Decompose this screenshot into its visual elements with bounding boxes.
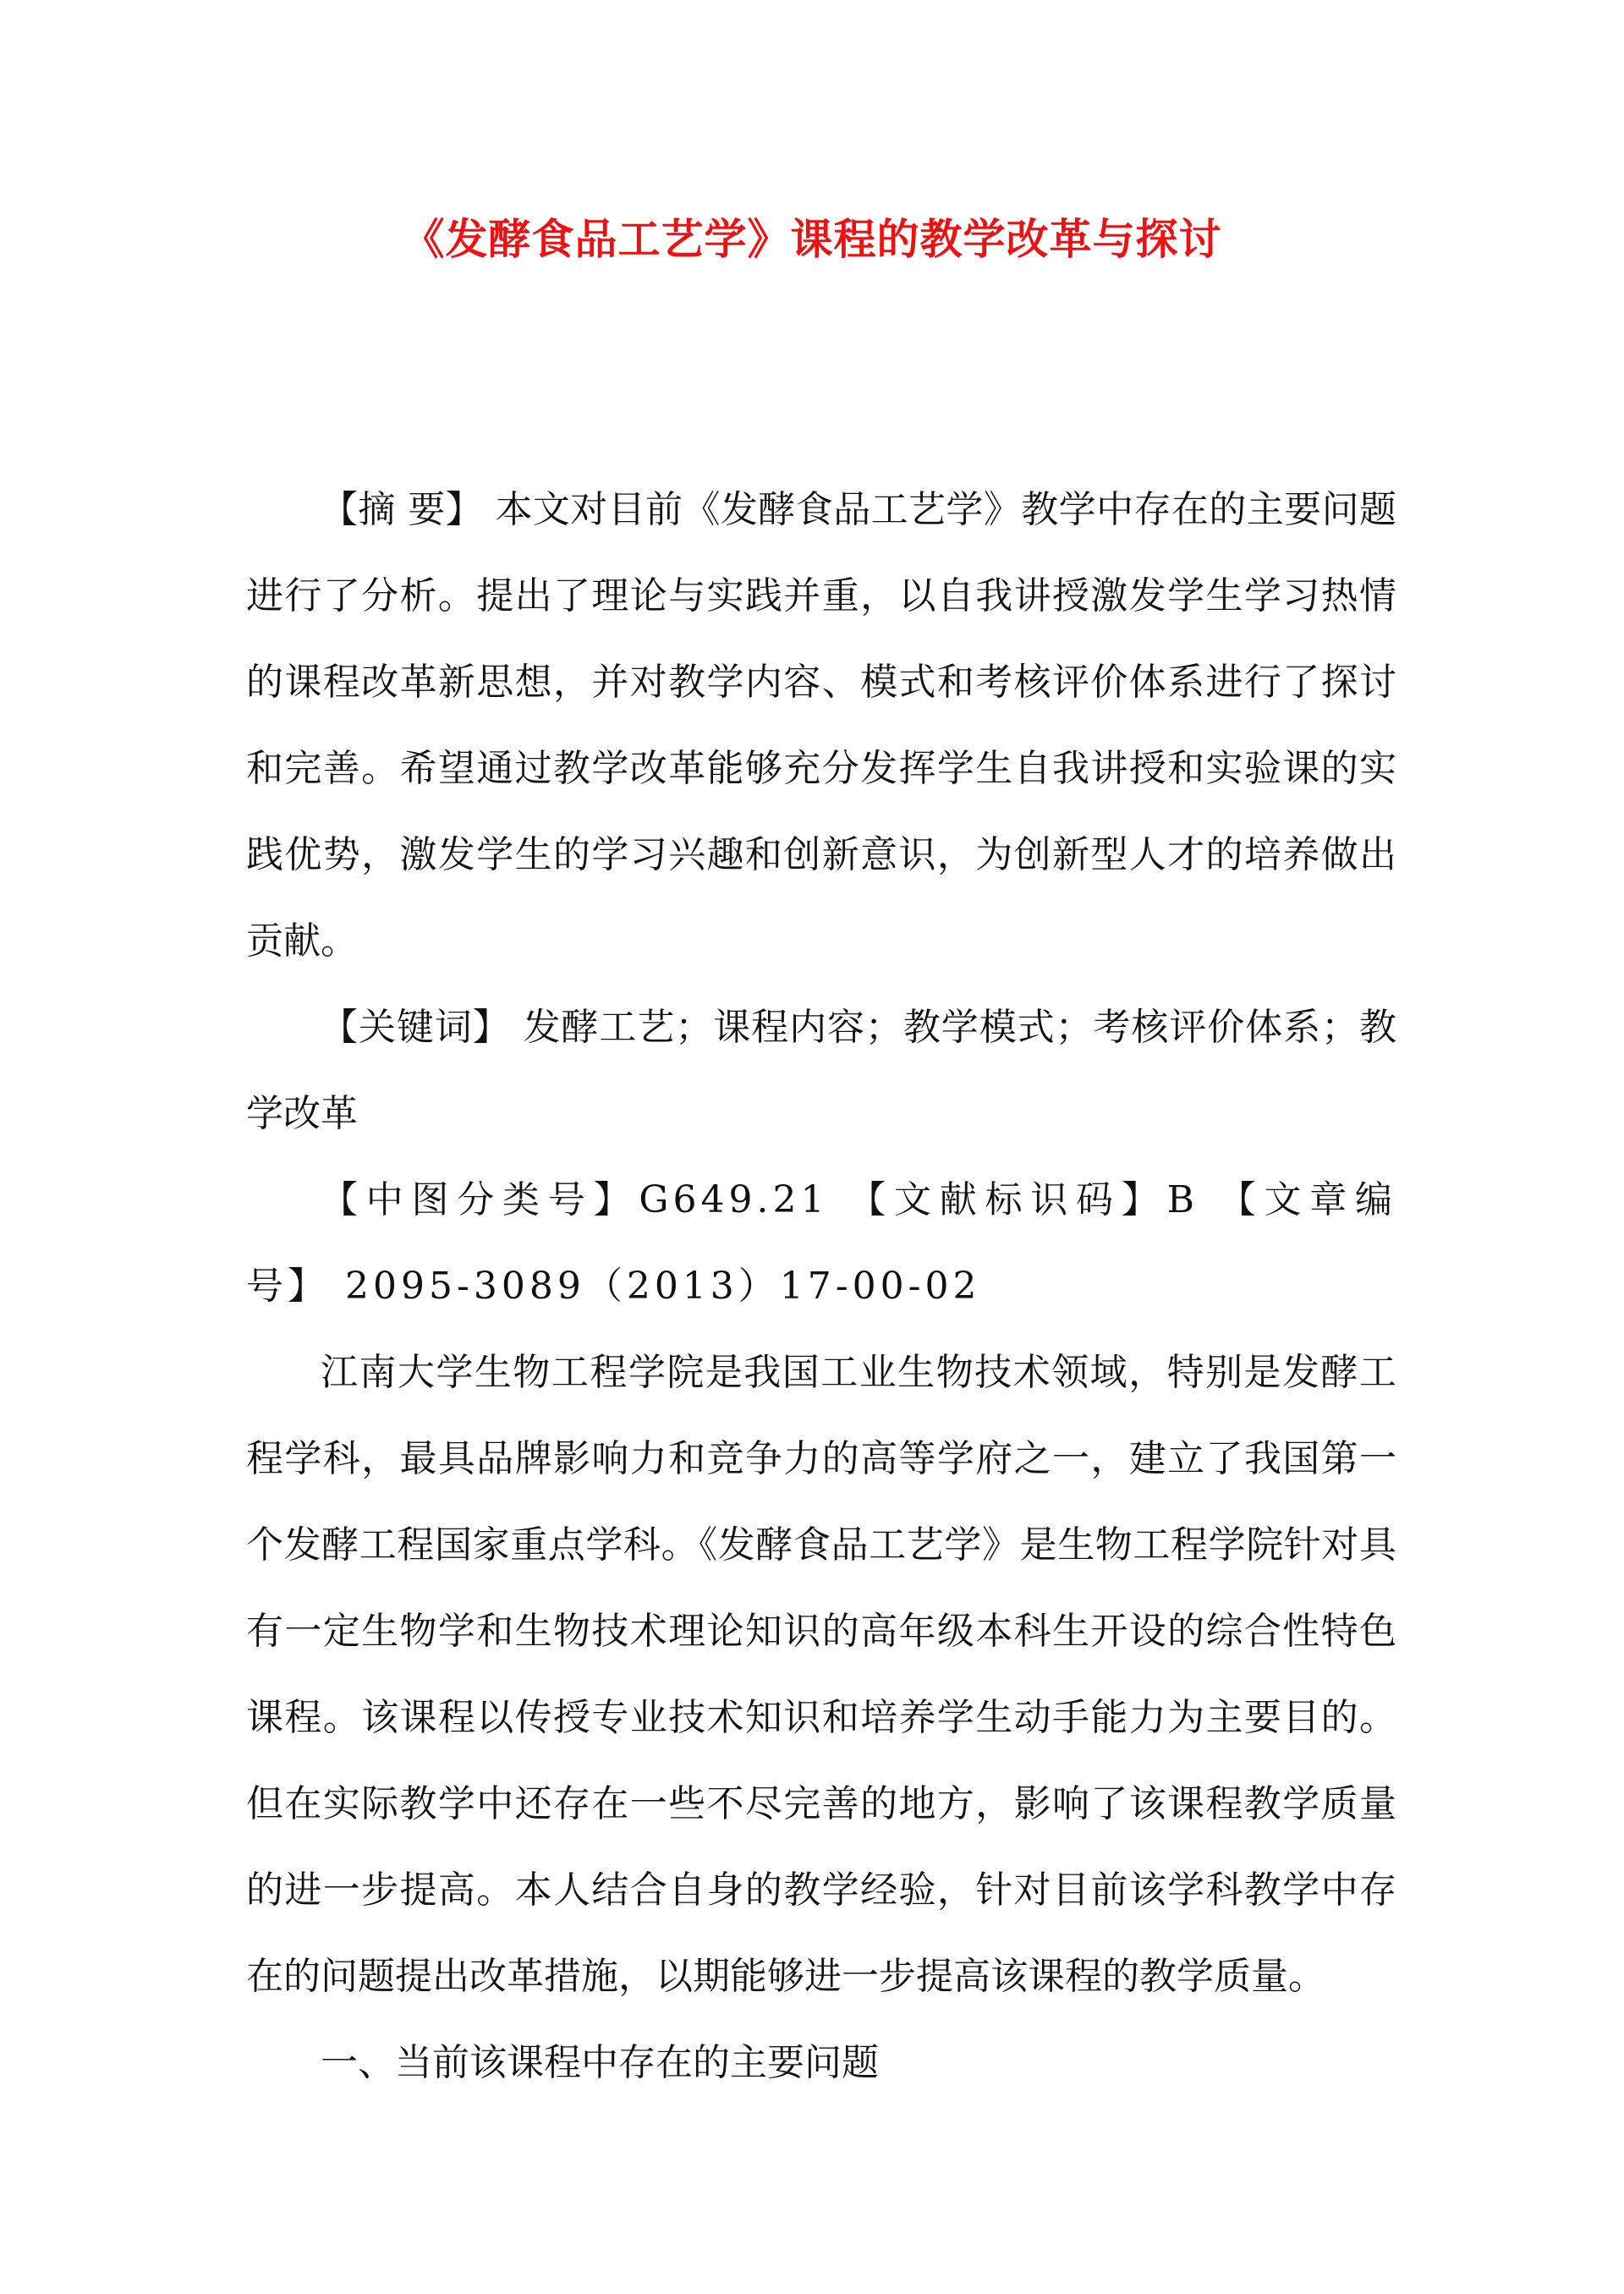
document-title: 《发酵食品工艺学》课程的教学改革与探讨	[402, 214, 1222, 264]
article-no-value: 2095-3089（2013）17-00-02	[345, 1265, 981, 1308]
abstract-label: 【摘 要】	[321, 488, 484, 531]
keywords-text: 发酵工艺；课程内容；教学模式；考核评价体系；教学改革	[246, 1006, 1397, 1135]
section-heading: 一、当前该课程中存在的主要问题	[321, 2041, 879, 2084]
abstract-paragraph	[246, 467, 1396, 985]
classification-paragraph	[246, 1157, 1396, 1330]
clc-value: G649.21	[639, 1178, 829, 1221]
doc-code-value: B	[1166, 1178, 1199, 1221]
intro-paragraph: 江南大学生物工程学院是我国工业生物技术领域，特别是发酵工程学科，最具品牌影响力和竞争力的高等学府之一，建立了我国第一个发酵工程国家重点学科。《发酵食品工艺学》是生物工程学院针对具有一定生物学和生物技术理论知识的高年级本科生开设的综合性特色课程。该课程以传授专业技术知识和培养学生动手能力为主要目的。但在实际教学中还存在一些不尽完善的地方，影响了该课程教学质量的进一步提高。本人结合自身的教学经验，针对目前该学科教学中存在的问题提出改革措施，以期能够进一步提高该课程的教学质量。	[246, 1351, 1396, 1998]
abstract-text: 本文对目前《发酵食品工艺学》教学中存在的主要问题进行了分析。提出了理论与实践并重，以自我讲授激发学生学习热情的课程改革新思想，并对教学内容、模式和考核评价体系进行了探讨和完善。希望通过教学改革能够充分发挥学生自我讲授和实验课的实践优势，激发学生的学习兴趣和创新意识，为创新型人才的培养做出贡献。	[246, 488, 1396, 963]
doc-code-label: 【文献标识码】	[848, 1178, 1167, 1221]
keywords-paragraph	[246, 985, 1396, 1157]
clc-label: 【中图分类号】	[321, 1178, 639, 1221]
document-body	[246, 467, 1396, 2106]
article-no-label: 【文章编号】	[246, 1178, 1396, 1308]
keywords-label: 【关键词】	[321, 1006, 511, 1049]
